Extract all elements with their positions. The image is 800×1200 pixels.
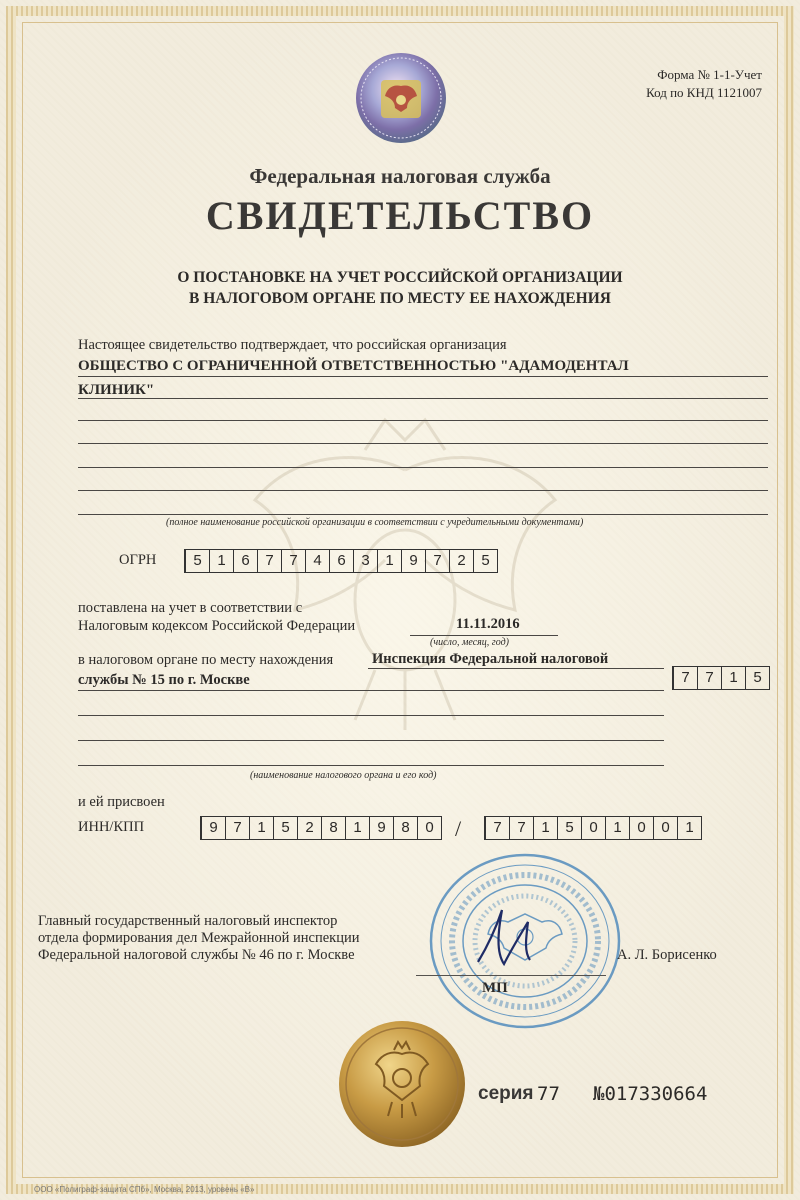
signatory-name: А. Л. Борисенко xyxy=(617,947,717,963)
ogrn-digit: 6 xyxy=(330,550,354,572)
registration-date-caption: (число, месяц, год) xyxy=(430,637,509,648)
kpp-digit: 7 xyxy=(510,817,534,839)
rule xyxy=(78,398,768,399)
rule xyxy=(78,467,768,468)
inn-digit: 5 xyxy=(274,817,298,839)
tax-authority-name-line-2: службы № 15 по г. Москве xyxy=(78,672,250,688)
kpp-digit: 1 xyxy=(606,817,630,839)
organization-name-line-1: ОБЩЕСТВО С ОГРАНИЧЕННОЙ ОТВЕТСТВЕННОСТЬЮ "АДАМОДЕНТАЛ xyxy=(78,358,629,374)
ogrn-digit: 1 xyxy=(210,550,234,572)
inn-digit: 1 xyxy=(250,817,274,839)
series-label: серия xyxy=(478,1083,534,1104)
kpp-digit: 0 xyxy=(630,817,654,839)
registration-date: 11.11.2016 xyxy=(456,616,520,632)
ogrn-digit: 1 xyxy=(378,550,402,572)
document-title: СВИДЕТЕЛЬСТВО xyxy=(205,193,595,238)
ogrn-digit: 7 xyxy=(258,550,282,572)
kpp-digit: 0 xyxy=(582,817,606,839)
inn-digit: 1 xyxy=(346,817,370,839)
rule xyxy=(78,376,768,377)
ogrn-digit: 7 xyxy=(282,550,306,572)
organization-intro: Настоящее свидетельство подтверждает, что российская организация xyxy=(78,337,507,353)
inn-digit: 2 xyxy=(298,817,322,839)
form-info xyxy=(646,66,762,102)
registration-line-2: Налоговым кодексом Российской Федерации xyxy=(78,618,356,634)
inn-digit: 7 xyxy=(226,817,250,839)
rule xyxy=(78,715,664,716)
inn-kpp-label: ИНН/КПП xyxy=(78,819,145,835)
signature-rule xyxy=(416,975,606,976)
tax-code-digit: 1 xyxy=(722,667,746,689)
subtitle-line-2: В НАЛОГОВОМ ОРГАНЕ ПО МЕСТУ ЕЕ НАХОЖДЕНИЯ xyxy=(189,290,611,307)
series-value: 77 xyxy=(537,1083,560,1105)
inn-digit: 8 xyxy=(322,817,346,839)
rule xyxy=(78,490,768,491)
ogrn-label: ОГРН xyxy=(119,552,157,568)
printer-footer: ООО «Полиграф-защита СПб», Москва, 2013, уровень «В» xyxy=(34,1185,255,1194)
rule xyxy=(78,443,768,444)
form-number: Форма № 1-1-Учет xyxy=(657,67,762,82)
ogrn-digit: 6 xyxy=(234,550,258,572)
rule xyxy=(78,740,664,741)
official-stamp-icon xyxy=(428,852,622,1030)
ogrn-digit: 7 xyxy=(426,550,450,572)
organization-name-caption: (полное наименование российской организации в соответствии с учредительными документами) xyxy=(166,517,584,528)
rule xyxy=(410,635,558,636)
tax-code-digit: 5 xyxy=(753,669,762,686)
rule xyxy=(368,668,664,669)
ogrn-digit: 4 xyxy=(306,550,330,572)
kpp-digit: 7 xyxy=(486,817,510,839)
inn-digit: 9 xyxy=(370,817,394,839)
rule xyxy=(78,514,768,515)
signatory-title-line-2: отдела формирования дел Межрайонной инспекции xyxy=(38,930,360,946)
rule xyxy=(78,765,664,766)
ogrn-digit: 5 xyxy=(186,550,210,572)
inn-boxes xyxy=(200,816,442,840)
ogrn-digit: 9 xyxy=(402,550,426,572)
rule xyxy=(78,690,664,691)
tax-code-digit: 7 xyxy=(698,667,722,689)
signatory-title-line-3: Федеральной налоговой службы № 46 по г. Москве xyxy=(38,947,355,963)
inn-digit: 9 xyxy=(202,817,226,839)
kpp-boxes xyxy=(484,816,702,840)
signatory-title-line-1: Главный государственный налоговый инспектор xyxy=(38,913,338,929)
registration-line-1: поставлена на учет в соответствии с xyxy=(78,600,303,616)
document-subtitle xyxy=(0,267,800,309)
tax-authority-code-boxes xyxy=(672,666,770,690)
subtitle-line-1: О ПОСТАНОВКЕ НА УЧЕТ РОССИЙСКОЙ ОРГАНИЗАЦИИ xyxy=(177,269,623,286)
gold-seal-icon xyxy=(338,1020,466,1148)
hologram-emblem-icon xyxy=(355,52,447,144)
certificate-number: №017330664 xyxy=(593,1083,708,1105)
kpp-digit: 1 xyxy=(534,817,558,839)
tax-authority-caption: (наименование налогового органа и его код) xyxy=(250,770,437,781)
inn-kpp-separator: / xyxy=(455,816,462,841)
assigned-label: и ей присвоен xyxy=(78,794,165,810)
tax-authority-name-line-1: Инспекция Федеральной налоговой xyxy=(372,651,609,667)
signatory-title xyxy=(38,913,360,964)
ogrn-digit: 3 xyxy=(354,550,378,572)
inn-digit: 8 xyxy=(394,817,418,839)
inn-digit: 0 xyxy=(425,819,434,836)
rule xyxy=(78,420,768,421)
tax-authority-intro: в налоговом органе по месту нахождения xyxy=(78,652,334,668)
kpp-digit: 1 xyxy=(685,819,694,836)
tax-code-digit: 7 xyxy=(674,667,698,689)
kpp-digit: 5 xyxy=(558,817,582,839)
kpp-digit: 0 xyxy=(654,817,678,839)
seal-mark: МП xyxy=(482,980,508,996)
agency-name: Федеральная налоговая служба xyxy=(249,164,551,188)
knd-code: Код по КНД 1121007 xyxy=(646,85,762,100)
ogrn-boxes xyxy=(184,549,498,573)
ogrn-digit: 2 xyxy=(450,550,474,572)
ogrn-digit: 5 xyxy=(481,552,490,569)
organization-name-line-2: КЛИНИК" xyxy=(78,382,155,398)
